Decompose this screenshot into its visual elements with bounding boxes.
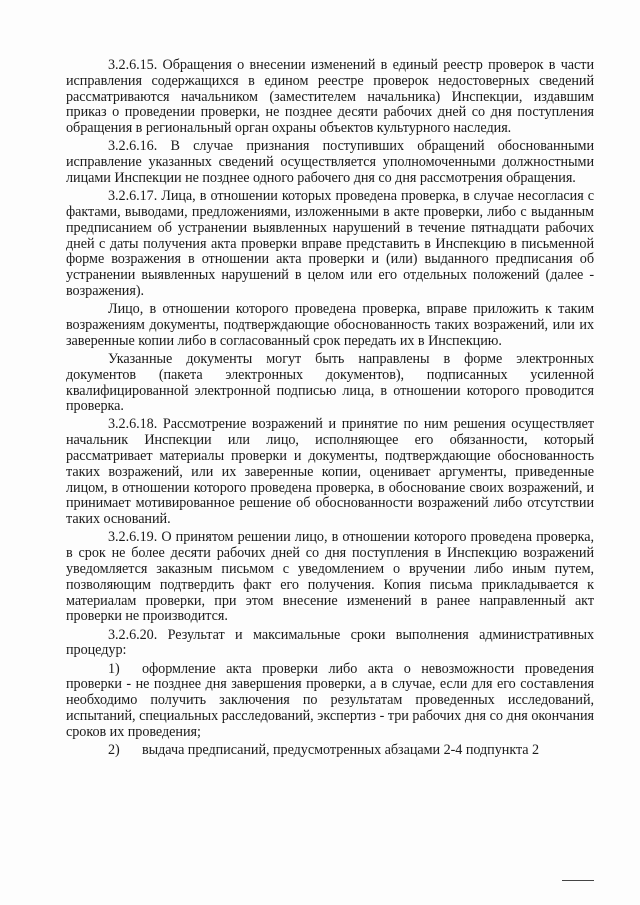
list-item-number: 2) — [108, 741, 120, 758]
list-item — [66, 743, 594, 759]
paragraph-3-2-6-19: 3.2.6.19. О принятом решении лицо, в отношении которого проведена проверка, в срок не более десяти рабочих дней со дня поступления в Инспекцию возражений уведомляется заказным письмом с уведомлением о вручении либо иным путем, позволяющим подтвердить факт его получения. Копия письма прикладывается к материалам проверки, при этом внесение изменений в ранее направленный акт проверки не производится. — [66, 529, 594, 625]
paragraph-3-2-6-16: 3.2.6.16. В случае признания поступивших обращений обоснованными исправление указанных сведений осуществляется уполномоченными должностными лицами Инспекции не позднее одного рабочего дня со дня рассмотрения обращения. — [66, 138, 594, 186]
footer-divider — [562, 880, 594, 881]
paragraph-3-2-6-17: 3.2.6.17. Лица, в отношении которых проведена проверка, в случае несогласия с фактами, выводами, предложениями, изложенными в акте проверки, либо с выданным предписанием об устранении выявленных нарушений в течение пятнадцати рабочих дней с даты получения акта проверки вправе представить в Инспекцию в письменной форме возражения в отношении акта проверки и (или) выданного предписания об устранении выявленных нарушений в целом или его отдельных положений (далее - возражения). — [66, 188, 594, 299]
paragraph-right-to-attach: Лицо, в отношении которого проведена проверка, вправе приложить к таким возражениям документы, подтверждающие обоснованность таких возражений, или их заверенные копии либо в согласованный срок передать их в Инспекцию. — [66, 301, 594, 349]
paragraph-electronic-documents: Указанные документы могут быть направлены в форме электронных документов (пакета электронных документов), подписанных усиленной квалифицированной электронной подписью лица, в отношении которого проводится проверка. — [66, 350, 594, 415]
paragraph-3-2-6-20: 3.2.6.20. Результат и максимальные сроки выполнения административных процедур: — [66, 626, 594, 659]
list-item-text: выдача предписаний, предусмотренных абзацами 2-4 подпункта 2 — [142, 741, 540, 758]
document-body — [66, 58, 594, 761]
list-item — [66, 662, 594, 741]
paragraph-3-2-6-18: 3.2.6.18. Рассмотрение возражений и принятие по ним решения осуществляет начальник Инспекции или лицо, исполняющее его обязанности, который рассматривает материалы проверки и документы, подтверждающие обоснованность таких возражений, или их заверенные копии, оценивает аргументы, приведенные лицом, в отношении которого проведена проверка, в обоснование своих возражений, и принимает мотивированное решение об обоснованности возражений либо отсутствии таких оснований. — [66, 416, 594, 528]
list-item-number: 1) — [108, 660, 120, 677]
list-item-text: оформление акта проверки либо акта о невозможности проведения проверки - не позднее дня завершения проверки, а в случае, если для его составления необходимо получить заключения по результатам проведенных исследований, испытаний, специальных расследований, экспертиз - три рабочих дня со дня окончания сроков их проведения; — [66, 660, 594, 740]
paragraph-3-2-6-15: 3.2.6.15. Обращения о внесении изменений в единый реестр проверок в части исправления содержащихся в едином реестре проверок недостоверных сведений рассматриваются начальником (заместителем начальника) Инспекции, издавшим приказ о проведении проверки, не позднее десяти рабочих дней со дня поступления обращения в региональный орган охраны объектов культурного наследия. — [66, 57, 594, 137]
